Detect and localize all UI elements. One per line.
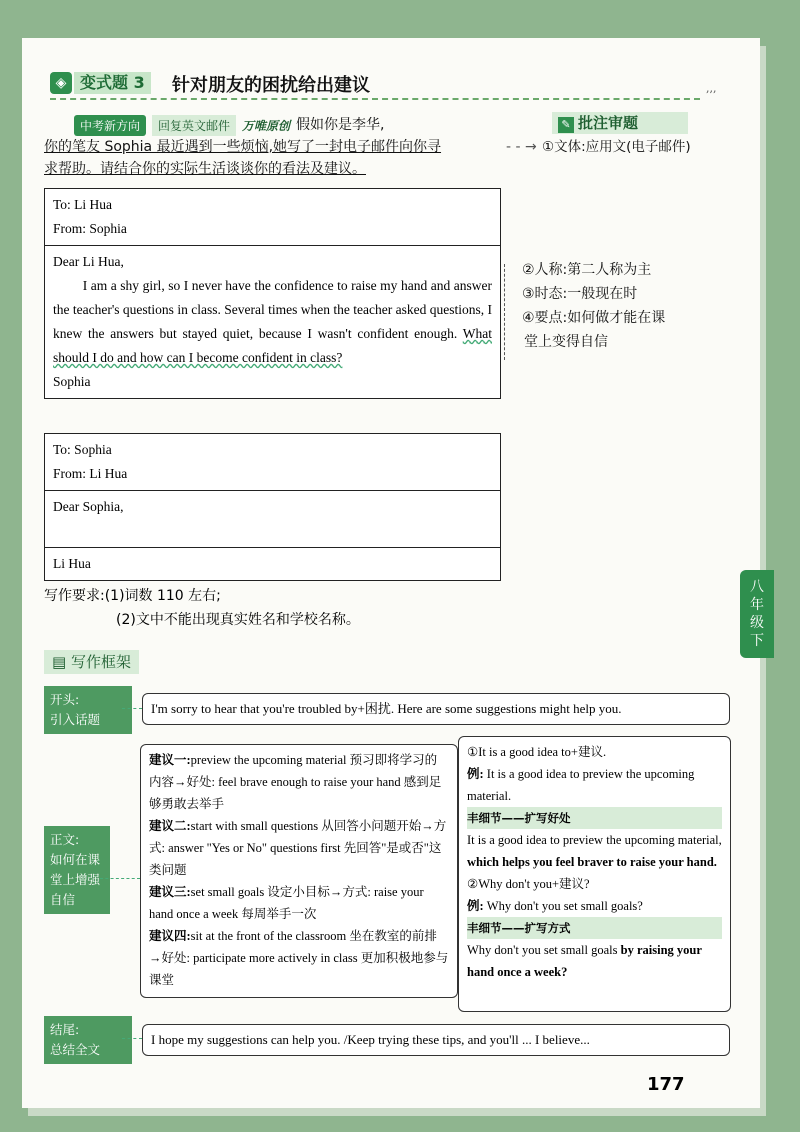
badge-original: 万唯原创 bbox=[242, 118, 291, 133]
intro-line3: 求帮助。请结合你的实际生活谈谈你的看法及建议。 bbox=[44, 161, 366, 177]
body-tag: 正文: 如何在课 堂上增强 自信 bbox=[44, 826, 110, 914]
email-greeting: Dear Li Hua, bbox=[53, 254, 124, 269]
note-genre: ①文体:应用文(电子邮件) bbox=[542, 139, 691, 155]
page bbox=[22, 38, 760, 1108]
note-tense: ③时态:一般现在时 bbox=[522, 286, 638, 302]
note-key-point: ④要点:如何做才能在课 bbox=[522, 310, 666, 326]
intro-badges bbox=[74, 114, 385, 136]
rich-detail-2: Why don't you set small goals by raising your hand once a week? bbox=[467, 943, 702, 979]
reply-header bbox=[45, 434, 500, 491]
email-header bbox=[45, 189, 500, 246]
suggestion-1: 建议一:preview the upcoming material 预习即将学习的内容→好处: feel brave enough to raise your hand 感到足够勇敢去举手 bbox=[149, 753, 442, 811]
opening-tag: 开头: 引入话题 bbox=[44, 686, 132, 734]
closing-connector bbox=[122, 1038, 142, 1039]
email-question: What should I do and how can I become confident in class? bbox=[53, 326, 492, 365]
framework-header: ▤ 写作框架 bbox=[44, 650, 139, 674]
reply-signature-row bbox=[45, 548, 500, 580]
rich-detail-2-label: 丰细节——扩写方式 bbox=[467, 917, 722, 939]
email-to: To: Li Hua bbox=[53, 197, 113, 212]
page-number: 177 bbox=[647, 1074, 685, 1095]
arrow-connector: - - → bbox=[506, 139, 537, 155]
suggestion-2: 建议二:start with small questions 从回答小问题开始→方式: answer "Yes or No" questions first 先回答"是或否"这类问题 bbox=[149, 819, 447, 877]
variant-tag: 变式题 3 bbox=[74, 72, 151, 94]
example-2: 例: Why don't you set small goals? bbox=[467, 899, 643, 913]
reply-email bbox=[44, 433, 501, 581]
reply-greeting: Dear Sophia, bbox=[53, 499, 124, 514]
intro-line1: 假如你是李华, bbox=[296, 117, 385, 133]
example-1: 例: It is a good idea to preview the upcoming material. bbox=[467, 767, 695, 803]
email-from: From: Sophia bbox=[53, 221, 127, 236]
badge-reply-email: 回复英文邮件 bbox=[152, 115, 236, 136]
closing-tag: 结尾: 总结全文 bbox=[44, 1016, 132, 1064]
annotation-notes bbox=[522, 258, 732, 354]
note-person: ②人称:第二人称为主 bbox=[522, 262, 652, 278]
body-connector bbox=[100, 878, 140, 879]
intro-line2: 你的笔友 Sophia 最近遇到一些烦恼,她写了一封电子邮件向你寻 bbox=[44, 139, 442, 155]
suggestions-box bbox=[140, 744, 458, 998]
expression-2: ②Why don't you+建议? bbox=[467, 877, 590, 891]
cube-icon: ◈ bbox=[50, 72, 72, 94]
heading-dots: ,,, bbox=[706, 82, 717, 95]
note-key-point-cont: 堂上变得自信 bbox=[524, 334, 608, 350]
requirement-2: (2)文中不能出现真实姓名和学校名称。 bbox=[116, 612, 360, 628]
closing-box: I hope my suggestions can help you. /Keep trying these tips, and you'll ... I believe... bbox=[142, 1024, 730, 1056]
annotate-icon: ✎ bbox=[558, 117, 574, 133]
annotation-bracket bbox=[504, 264, 521, 360]
opening-box: I'm sorry to hear that you're troubled by+困扰. Here are some suggestions might help you. bbox=[142, 693, 730, 725]
expression-1: ①It is a good idea to+建议. bbox=[467, 745, 607, 759]
rich-detail-1-label: 丰细节——扩写好处 bbox=[467, 807, 722, 829]
suggestion-4: 建议四:sit at the front of the classroom 坐在教室的前排→好处: participate more actively in class 更加积极地参与课堂 bbox=[149, 929, 449, 987]
incoming-email bbox=[44, 188, 501, 399]
reply-to: To: Sophia bbox=[53, 442, 112, 457]
suggestion-3: 建议三:set small goals 设定小目标→方式: raise your hand once a week 每周举手一次 bbox=[149, 885, 424, 921]
opening-connector bbox=[122, 708, 142, 709]
reply-signature: Li Hua bbox=[53, 556, 91, 571]
framework-icon: ▤ bbox=[52, 653, 71, 671]
rich-detail-1: It is a good idea to preview the upcoming material, which helps you feel braver to raise your hand. bbox=[467, 833, 722, 869]
email-signature: Sophia bbox=[53, 374, 91, 389]
grade-side-tab: 八 年 级 下 bbox=[740, 570, 774, 658]
page-title: 针对朋友的困扰给出建议 bbox=[172, 75, 370, 96]
requirement-1: 写作要求:(1)词数 110 左右; bbox=[44, 588, 221, 604]
reply-from: From: Li Hua bbox=[53, 466, 128, 481]
expressions-box bbox=[458, 736, 731, 1012]
email-body bbox=[45, 246, 500, 398]
reply-body bbox=[45, 491, 500, 548]
email-paragraph: I am a shy girl, so I never have the confidence to raise my hand and answer the teacher's questions in class. Several times when the teacher asked questions, I knew the answers but stayed quiet, because I wasn't confident enough. What should I do and how can I become confident in class? bbox=[53, 278, 492, 365]
annotation-header: ✎ 批注审题 bbox=[552, 112, 688, 134]
badge-new-direction: 中考新方向 bbox=[74, 115, 146, 136]
